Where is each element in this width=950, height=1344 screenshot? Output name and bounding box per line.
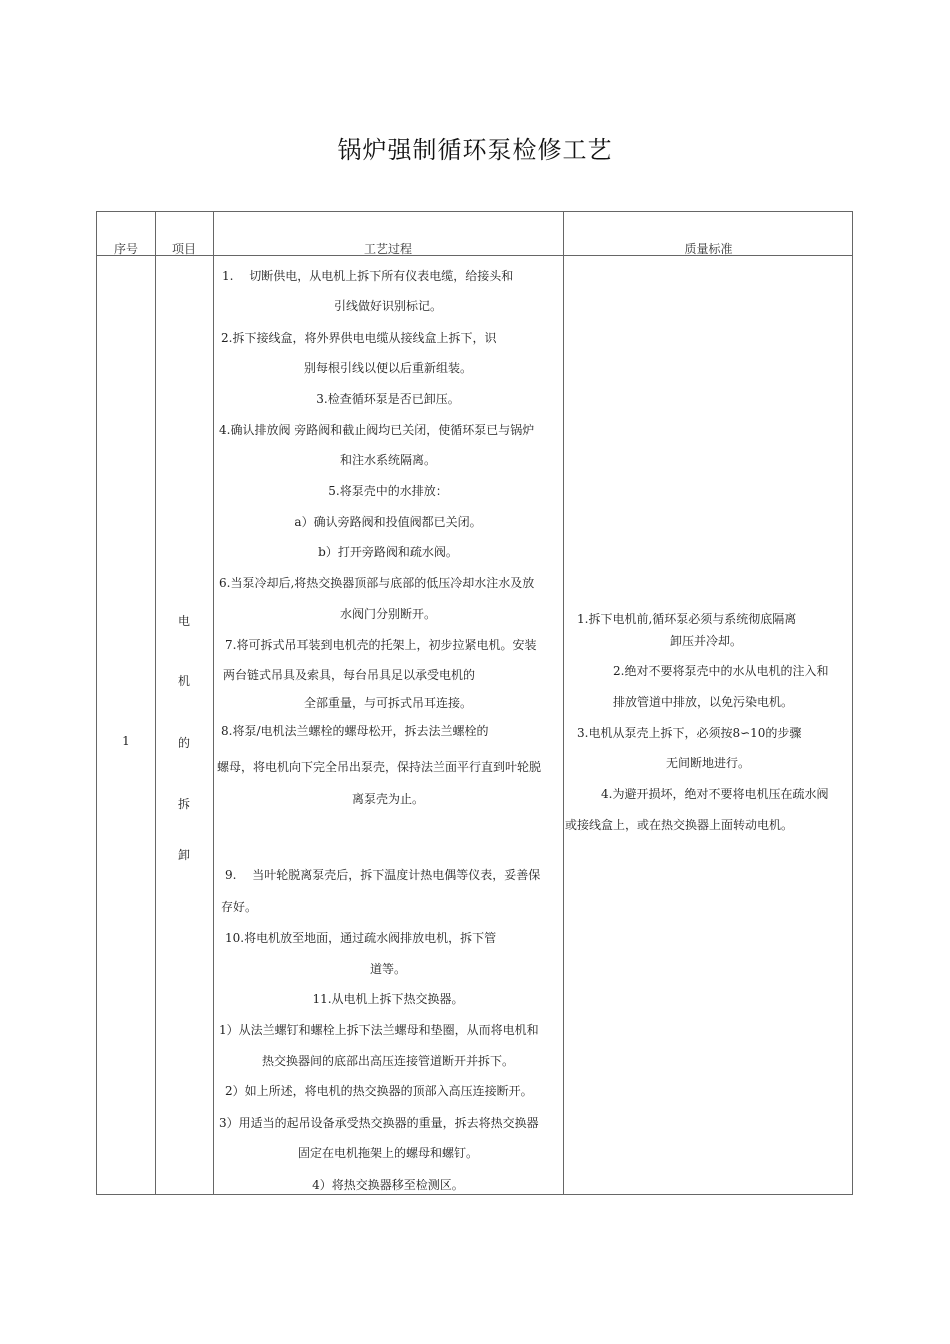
process-line: b）打开旁路阀和疏水阀。 xyxy=(318,545,458,559)
process-line: 6.当泵冷却后,将热交换器顶部与底部的低压冷却水注水及放 xyxy=(219,576,535,590)
header-item: 项目 xyxy=(171,242,196,256)
process-line: 2）如上所述，将电机的热交换器的顶部入高压连接断开。 xyxy=(225,1084,533,1098)
item-char: 的 xyxy=(177,736,190,750)
standard-line: 1.拆下电机前,循环泵必须与系统彻底隔离 xyxy=(577,612,797,626)
process-line: 7.将可拆式吊耳装到电机壳的托架上，初步拉紧电机。安装 xyxy=(225,638,537,652)
standard-line: 卸压并冷却。 xyxy=(670,634,743,648)
process-line: 1）从法兰螺钉和螺栓上拆下法兰螺母和垫圈，从而将电机和 xyxy=(219,1023,539,1037)
standard-line: 或接线盒上，或在热交换器上面转动电机。 xyxy=(565,818,794,832)
process-line: 引线做好识别标记。 xyxy=(333,299,442,313)
process-line: 离泵壳为止。 xyxy=(351,792,424,806)
header-standard: 质量标准 xyxy=(684,242,733,256)
standard-line: 2.绝对不要将泵壳中的水从电机的注入和 xyxy=(613,664,829,678)
process-line: 水阀门分别断开。 xyxy=(339,607,436,621)
process-line: 8.将泵/电机法兰螺栓的螺母松开，拆去法兰螺栓的 xyxy=(221,724,489,738)
header-process: 工艺过程 xyxy=(363,242,412,256)
row-seq: 1 xyxy=(122,734,130,748)
process-line: 固定在电机拖架上的螺母和螺钉。 xyxy=(297,1146,478,1160)
process-line: 1. 切断供电，从电机上拆下所有仪表电缆，给接头和 xyxy=(222,269,514,283)
item-char: 机 xyxy=(177,674,190,688)
process-line: 螺母，将电机向下完全吊出泵壳，保持法兰面平行直到叶轮脱 xyxy=(217,760,542,774)
process-line: 3.检查循环泵是否已卸压。 xyxy=(316,392,460,406)
item-char: 电 xyxy=(177,614,190,628)
process-line: 存好。 xyxy=(221,900,258,914)
column-divider xyxy=(155,212,156,1194)
standard-line: 排放管道中排放，以免污染电机。 xyxy=(613,695,794,709)
process-line: 2.拆下接线盒，将外界供电电缆从接线盒上拆下，识 xyxy=(221,331,497,345)
standard-line: 3.电机从泵壳上拆下，必须按8∽10的步骤 xyxy=(577,726,802,740)
process-line: 热交换器间的底部出高压连接管道断开并拆下。 xyxy=(261,1054,514,1068)
process-line: 全部重量，与可拆式吊耳连接。 xyxy=(303,696,472,710)
process-line: 和注水系统隔离。 xyxy=(339,453,436,467)
process-table xyxy=(96,211,853,1195)
process-line: 4）将热交换器移至检测区。 xyxy=(312,1178,464,1192)
process-line: 11.从电机上拆下热交换器。 xyxy=(312,992,464,1006)
column-divider xyxy=(563,212,564,1194)
process-line: 5.将泵壳中的水排放： xyxy=(328,484,448,498)
standard-line: 无间断地进行。 xyxy=(666,756,751,770)
process-line: 10.将电机放至地面，通过疏水阀排放电机，拆下管 xyxy=(225,931,497,945)
process-line: 3）用适当的起吊设备承受热交换器的重量，拆去将热交换器 xyxy=(219,1116,539,1130)
document-title: 锅炉强制循环泵检修工艺 xyxy=(337,136,613,164)
process-line: 道等。 xyxy=(369,962,406,976)
process-line: 两台链式吊具及索具，每台吊具足以承受电机的 xyxy=(223,668,476,682)
process-line: 4.确认排放阀 旁路阀和截止阀均已关闭，使循环泵已与锅炉 xyxy=(219,423,535,437)
header-seq: 序号 xyxy=(113,242,138,256)
standard-line: 4.为避开损坏，绝对不要将电机压在疏水阀 xyxy=(601,787,829,801)
process-line: 别每根引线以便以后重新组装。 xyxy=(303,361,472,375)
process-line: 9. 当叶轮脱离泵壳后，拆下温度计热电偶等仪表，妥善保 xyxy=(225,868,541,882)
item-char: 卸 xyxy=(177,848,190,862)
process-line: a）确认旁路阀和投值阀都已关闭。 xyxy=(294,515,482,529)
item-char: 拆 xyxy=(177,797,190,811)
